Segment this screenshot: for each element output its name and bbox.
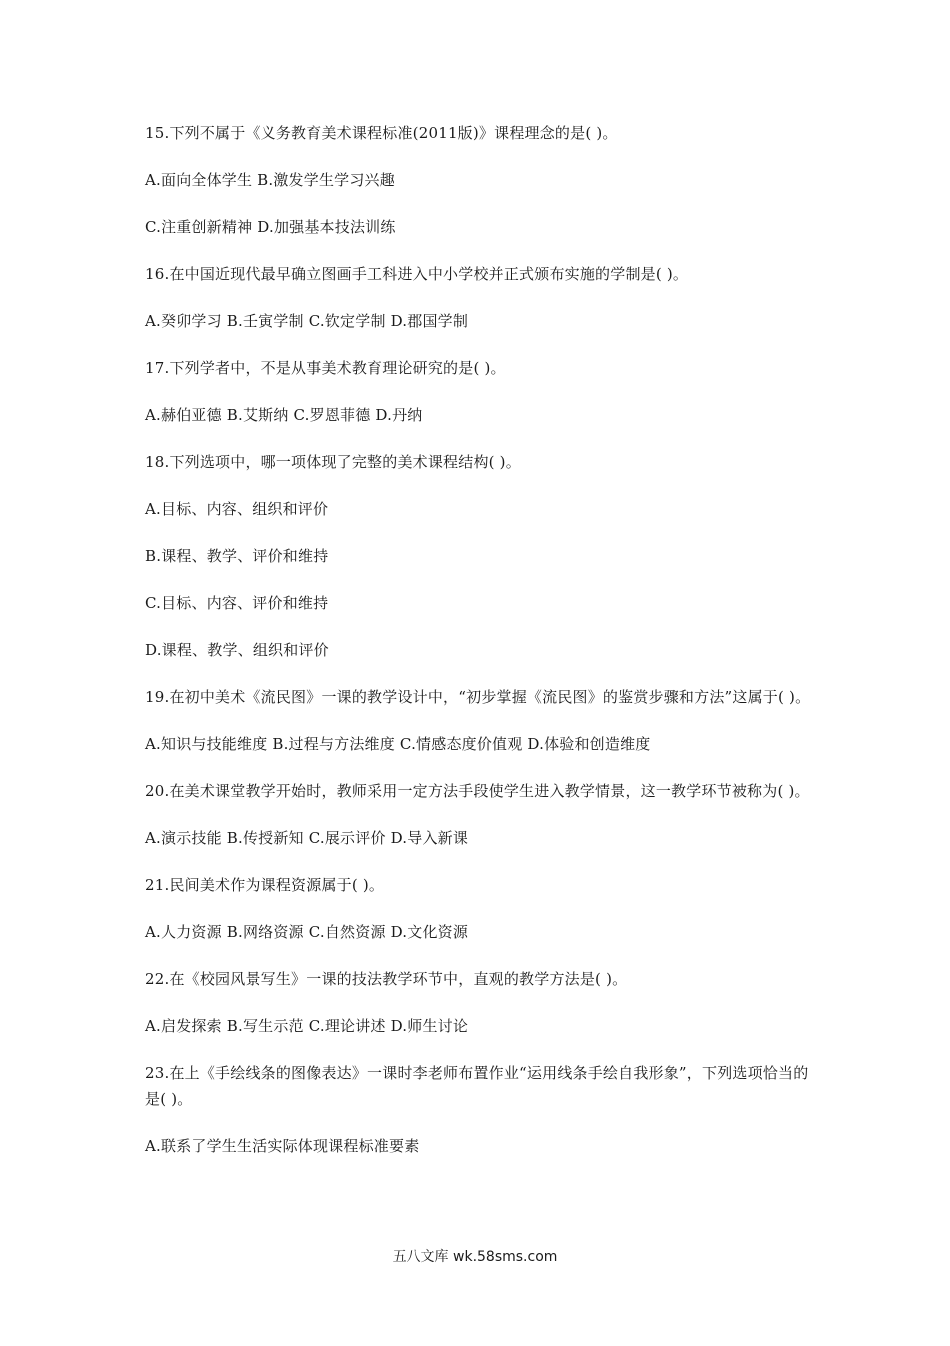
question-18: 18.下列选项中，哪一项体现了完整的美术课程结构( )。 (145, 453, 521, 471)
document-body (145, 120, 815, 1180)
question-20-options: A.演示技能 B.传授新知 C.展示评价 D.导入新课 (145, 829, 469, 847)
question-23-option-a: A.联系了学生生活实际体现课程标准要素 (145, 1137, 420, 1155)
question-15-options-ab: A.面向全体学生 B.激发学生学习兴趣 (145, 171, 395, 189)
question-21: 21.民间美术作为课程资源属于( )。 (145, 876, 385, 894)
question-15: 15.下列不属于《义务教育美术课程标准(2011版)》课程理念的是( )。 (145, 124, 618, 142)
question-22-options: A.启发探索 B.写生示范 C.理论讲述 D.师生讨论 (145, 1017, 469, 1035)
question-22: 22.在《校园风景写生》一课的技法教学环节中，直观的教学方法是( )。 (145, 970, 628, 988)
question-17: 17.下列学者中，不是从事美术教育理论研究的是( )。 (145, 359, 506, 377)
question-17-options: A.赫伯亚德 B.艾斯纳 C.罗恩菲德 D.丹纳 (145, 406, 423, 424)
question-18-option-c: C.目标、内容、评价和维持 (145, 594, 329, 612)
question-18-option-d: D.课程、教学、组织和评价 (145, 641, 329, 659)
question-19-options: A.知识与技能维度 B.过程与方法维度 C.情感态度价值观 D.体验和创造维度 (145, 735, 651, 753)
question-18-option-a: A.目标、内容、组织和评价 (145, 500, 329, 518)
question-15-options-cd: C.注重创新精神 D.加强基本技法训练 (145, 218, 396, 236)
footer-watermark: 五八文库 wk.58sms.com (392, 1249, 558, 1265)
question-21-options: A.人力资源 B.网络资源 C.自然资源 D.文化资源 (145, 923, 469, 941)
question-20: 20.在美术课堂教学开始时，教师采用一定方法手段使学生进入教学情景，这一教学环节被称为( )。 (145, 782, 810, 800)
question-16-options: A.癸卯学习 B.壬寅学制 C.钦定学制 D.郡国学制 (145, 312, 469, 330)
question-19: 19.在初中美术《流民图》一课的教学设计中，“初步掌握《流民图》的鉴赏步骤和方法”这属于( )。 (145, 688, 811, 706)
question-23: 23.在上《手绘线条的图像表达》一课时李老师布置作业“运用线条手绘自我形象”，下列选项恰当的是( )。 (145, 1064, 809, 1108)
question-18-option-b: B.课程、教学、评价和维持 (145, 547, 329, 565)
question-16: 16.在中国近现代最早确立图画手工科进入中小学校并正式颁布实施的学制是( )。 (145, 265, 689, 283)
